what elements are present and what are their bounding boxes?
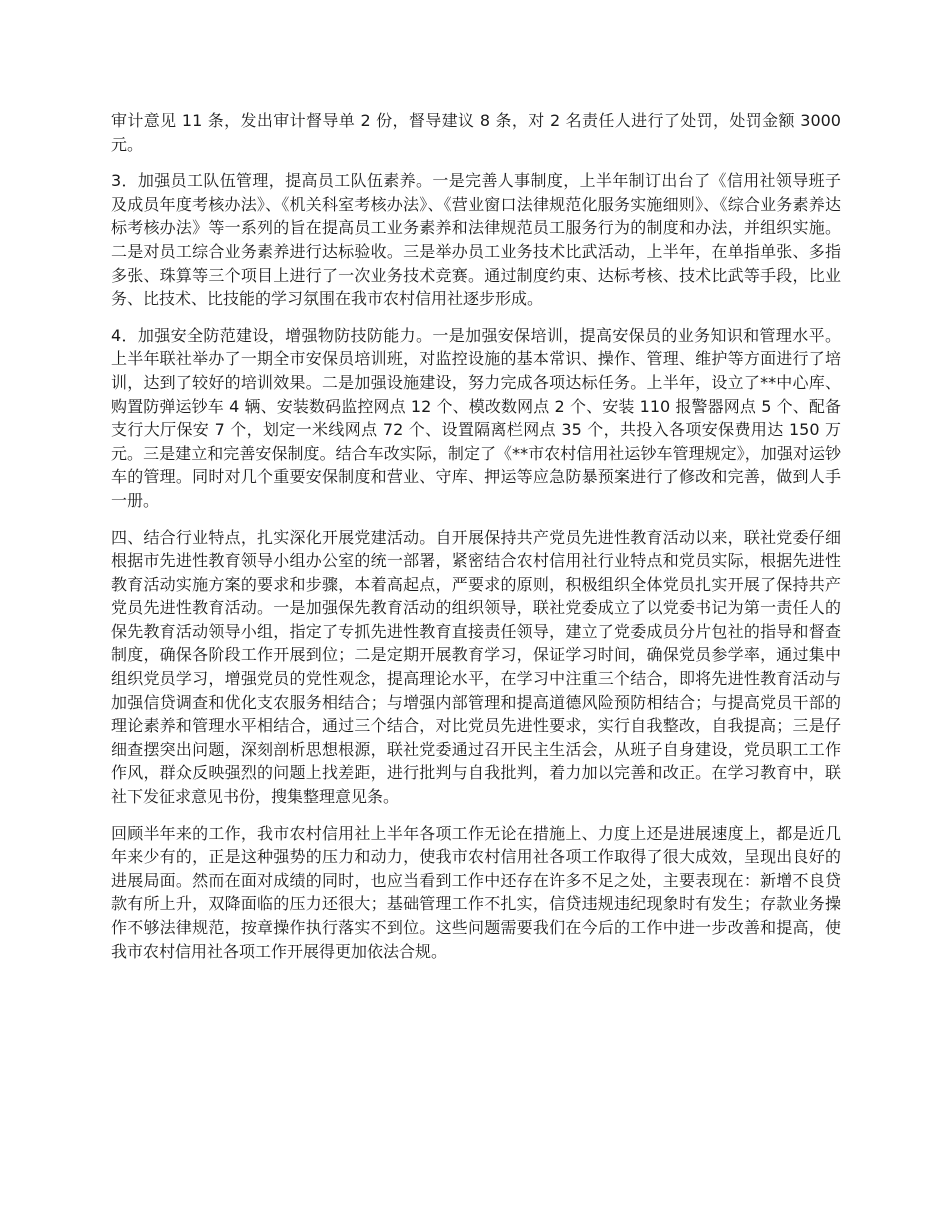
paragraph-party-building: 四、结合行业特点，扎实深化开展党建活动。自开展保持共产党员先进性教育活动以来，联社党委仔细根据市先进性教育领导小组办公室的统一部署，紧密结合农村信用社行业特点和党员实际，根据先进性教育活动实施方案的要求和步骤，本着高起点，严要求的原则，积极组织全体党员扎实开展了保持共产党员先进性教育活动。一是加强保先教育活动的组织领导，联社党委成立了以党委书记为第一责任人的保先教育活动领导小组，指定了专抓先进性教育直接责任领导，建立了党委成员分片包社的指导和督查制度，确保各阶段工作开展到位；二是定期开展教育学习，保证学习时间，确保党员参学率，通过集中组织党员学习，增强党员的党性观念，提高理论水平，在学习中注重三个结合，即将先进性教育活动与加强信贷调查和优化支农服务相结合；与增强内部管理和提高道德风险预防相结合；与提高党员干部的理论素养和管理水平相结合，通过三个结合，对比党员先进性要求，实行自我整改，自我提高；三是仔细查摆突出问题，深刻剖析思想根源，联社党委通过召开民主生活会，从班子自身建设，党员职工工作作风，群众反映强烈的问题上找差距，进行批判与自我批判，着力加以完善和改正。在学习教育中，联社下发征求意见书份，搜集整理意见条。	[111, 527, 841, 807]
document-page	[111, 109, 841, 976]
paragraph-audit-summary: 审计意见 11 条，发出审计督导单 2 份，督导建议 8 条，对 2 名责任人进行了处罚，处罚金额 3000 元。	[111, 111, 841, 154]
paragraph-staff-management: 3．加强员工队伍管理，提高员工队伍素养。一是完善人事制度，上半年制订出台了《信用社领导班子及成员年度考核办法》、《机关科室考核办法》、《营业窗口法律规范化服务实施细则》、《综合业务素养达标考核办法》等一系列的旨在提高员工业务素养和法律规范员工服务行为的制度和办法，并组织实施。二是对员工综合业务素养进行达标验收。三是举办员工业务技术比武活动，上半年，在单指单张、多指多张、珠算等三个项目上进行了一次业务技术竞赛。通过制度约束、达标考核、技术比武等手段，比业务、比技术、比技能的学习氛围在我市农村信用社逐步形成。	[111, 171, 841, 309]
paragraph-review-summary: 回顾半年来的工作，我市农村信用社上半年各项工作无论在措施上、力度上还是进展速度上，都是近几年来少有的，正是这种强势的压力和动力，使我市农村信用社各项工作取得了很大成效，呈现出良好的进展局面。然而在面对成绩的同时，也应当看到工作中还存在许多不足之处，主要表现在：新增不良贷款有所上升，双降面临的压力还很大；基础管理工作不扎实，信贷违规违纪现象时有发生；存款业务操作不够法律规范，按章操作执行落实不到位。这些问题需要我们在今后的工作中进一步改善和提高，使我市农村信用社各项工作开展得更加依法合规。	[111, 823, 841, 961]
paragraph-security-construction: 4．加强安全防范建设，增强物防技防能力。一是加强安保培训，提高安保员的业务知识和管理水平。上半年联社举办了一期全市安保员培训班，对监控设施的基本常识、操作、管理、维护等方面进行了培训，达到了较好的培训效果。二是加强设施建设，努力完成各项达标任务。上半年，设立了**中心库、购置防弹运钞车 4 辆、安装数码监控网点 12 个、模改数网点 2 个、安装 110 报警器网点 5 个、配备支行大厅保安 7 个，划定一米线网点 72 个、设置隔离栏网点 35 个，共投入各项安保费用达 150 万元。三是建立和完善安保制度。结合车改实际，制定了《**市农村信用社运钞车管理规定》，加强对运钞车的管理。同时对几个重要安保制度和营业、守库、押运等应急防暴预案进行了修改和完善，做到人手一册。	[111, 325, 841, 510]
